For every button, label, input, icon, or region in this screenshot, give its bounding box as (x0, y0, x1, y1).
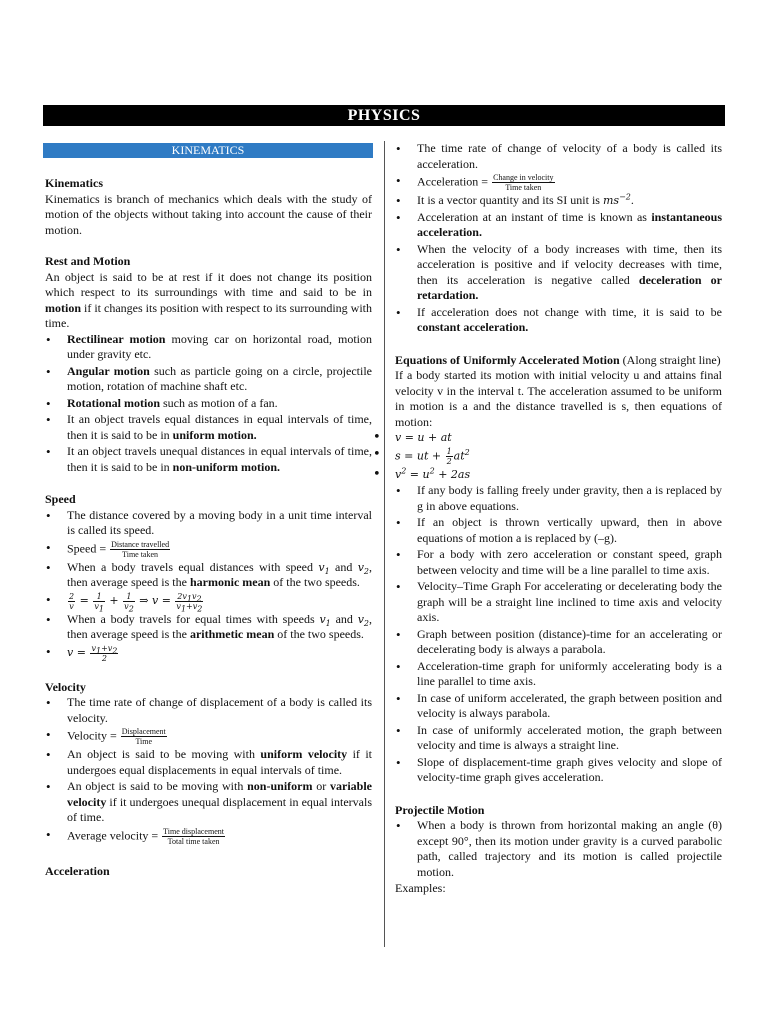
velocity-list (45, 695, 372, 846)
list-item: • The time rate of change of displacement of a body is called its velocity. (45, 695, 372, 726)
list-item: • In case of uniform accelerated, the graph between position and velocity is always parabola. (395, 691, 722, 722)
heading-equations: Equations of Uniformly Accelerated Motion (Along straight line) (395, 352, 721, 367)
speed-formula: $\frac{\text{Distance travelled}}{\text{Time taken}}$ (111, 539, 170, 559)
list-item (45, 591, 372, 614)
equations-list (395, 430, 722, 482)
section-header-kinematics: KINEMATICS (43, 143, 373, 158)
heading-projectile: Projectile Motion (395, 802, 485, 817)
list-item (45, 644, 372, 663)
list-item: • Acceleration = $\frac{\text{Change in velocity}}{\text{Time taken}}$ (395, 173, 722, 192)
heading-rest-motion: Rest and Motion (45, 254, 131, 268)
list-item: • If acceleration does not change with time, it is said to be constant acceleration. (395, 305, 722, 336)
list-item: • Acceleration-time graph for uniformly accelerating body is a line parallel to time axis. (395, 659, 722, 690)
list-item: • When a body travels equal distances with speed $v_1$ and $v_2$, then average speed is the harmonic mean of the two speeds. (45, 560, 372, 591)
left-column (45, 143, 372, 879)
acceleration-formula: $\frac{\text{Change in velocity}}{\text{Time taken}}$ (493, 173, 554, 192)
column-divider (384, 141, 385, 947)
list-item: • Slope of displacement-time graph gives velocity and slope of velocity-time graph gives acceleration. (395, 755, 722, 786)
list-item: • When the velocity of a body increases with time, then its acceleration is positive and if velocity decreases with time, then its acceleration is negative called deceleration or retardation. (395, 242, 722, 304)
heading-acceleration: Acceleration (45, 863, 110, 878)
list-item: • Graph between position (distance)-time for an accelerating or decelerating body is always a parabola. (395, 627, 722, 658)
list-item: • For a body with zero acceleration or constant speed, graph between velocity and time will be a line parallel to time axis. (395, 547, 722, 578)
list-item: • If an object is thrown vertically upward, then in above equations of motion a is replaced by (–g). (395, 515, 722, 546)
list-item: • An object is said to be moving with uniform velocity if it undergoes equal displacements in equal intervals of time. (45, 747, 372, 778)
kinematics-text: Kinematics is branch of mechanics which deals with the study of motion of the objects without taking into account the cause of their motion. (45, 191, 372, 237)
list-item: • If any body is falling freely under gravity, then a is replaced by g in above equations. (395, 483, 722, 514)
rest-motion-text: An object is said to be at rest if it does not change its position which respect to its surroundings with time and said to be in motion if it changes its position with respect to its surrounding with time. (45, 269, 372, 330)
heading-speed: Speed (45, 492, 76, 506)
equation-2: • s = ut + $\frac{1}{2}$ $at^2$ (395, 447, 722, 466)
rest-motion-list (45, 332, 372, 476)
speed-list (45, 508, 372, 663)
list-item: • Speed = $\frac{\text{Distance travelled}}{\text{Time taken}}$ (45, 540, 372, 559)
list-item: • Angular motion such as particle going on a circle, projectile motion, rotation of machine shaft etc. (45, 364, 372, 395)
heading-velocity: Velocity (45, 679, 86, 694)
list-item: • Velocity = $\frac{\text{Displacement}}{\text{Time}}$ (45, 727, 372, 746)
acceleration-list (395, 141, 722, 336)
projectile-list (395, 818, 722, 880)
average-velocity-formula: $\frac{\text{Time displacement}}{\text{Total time taken}}$ (163, 826, 224, 846)
list-item: • It an object travels equal distances in equal intervals of time, then it is said to be in uniform motion. (45, 412, 372, 443)
page-title: PHYSICS (43, 105, 725, 126)
list-item: • Velocity–Time Graph For accelerating or decelerating body the graph will be a straight line inclined to time axis and velocity axis. (395, 579, 722, 626)
harmonic-mean-formula: • $\frac{2}{v}$ = $\frac{1}{v_1}$ + $\frac{1}{v_2}$ ⇒ v = $\frac{2v_1v_2}{v_1+v_2}$ (69, 591, 203, 614)
equations-text: If a body started its motion with initial velocity u and attains final velocity v in the interval t. The acceleration assumed to be uniform in motion is a and the distance travelled is s, then equations of motion: (395, 368, 722, 429)
equation-1: • v = u + at (395, 430, 722, 446)
velocity-formula: $\frac{\text{Displacement}}{\text{Time}}$ (121, 727, 166, 746)
arithmetic-mean-formula: v = $\frac{v_1+v_2}{2}$ (67, 643, 118, 663)
list-item: • When a body is thrown from horizontal making an angle (θ) except 90°, then its motion under gravity is a curved parabolic path, called trajectory and its motion is called projectile motion. (395, 818, 722, 880)
list-item: • It is a vector quantity and its SI unit is $ms^{-2}$. (395, 193, 722, 209)
list-item: • The time rate of change of velocity of a body is called its acceleration. (395, 141, 722, 172)
list-item: • It an object travels unequal distances in equal intervals of time, then it is said to be in non-uniform motion. (45, 444, 372, 475)
list-item: • The distance covered by a moving body in a unit time interval is called its speed. (45, 508, 372, 539)
list-item: • Acceleration at an instant of time is known as instantaneous acceleration. (395, 210, 722, 241)
right-column (395, 141, 722, 897)
heading-kinematics: Kinematics (45, 176, 103, 190)
list-item: • An object is said to be moving with non-uniform or variable velocity if it undergoes unequal displacement in equal intervals of time. (45, 779, 372, 826)
equation-3: • $v^2 = u^2 + 2as$ (395, 467, 722, 483)
list-item: • When a body travels for equal times with speeds $v_1$ and $v_2$, then average speed is the arithmetic mean of the two speeds. (45, 612, 372, 643)
list-item: • Rectilinear motion moving car on horizontal road, motion under gravity etc. (45, 332, 372, 363)
list-item: • In case of uniformly accelerated motion, the graph between velocity and time is always a straight line. (395, 723, 722, 754)
list-item: • Average velocity = $\frac{\text{Time displacement}}{\text{Total time taken}}$ (45, 827, 372, 846)
examples-label: Examples: (395, 881, 446, 895)
equations-notes-list (395, 483, 722, 786)
list-item: • Rotational motion such as motion of a fan. (45, 396, 372, 412)
